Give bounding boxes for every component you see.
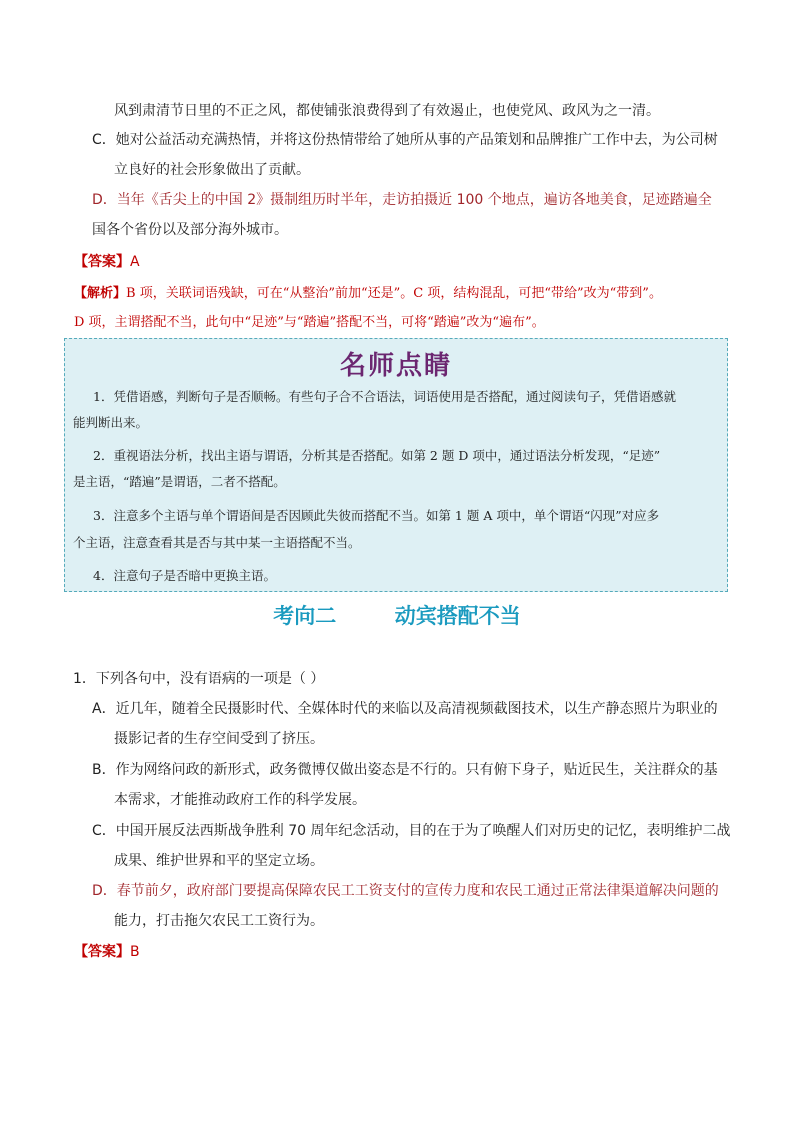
tip-line: 4．注意句子是否暗中更换主语。 bbox=[93, 568, 276, 583]
option-c-line-2: 立良好的社会形象做出了贡献。 bbox=[114, 162, 310, 178]
answer-label: 【答案】 bbox=[74, 254, 130, 270]
answer-row bbox=[74, 252, 140, 272]
answer-value: B bbox=[130, 944, 140, 960]
option-b-continuation: 风到肃清节日里的不正之风，都使铺张浪费得到了有效遏止，也使党风、政风为之一清。 bbox=[114, 103, 660, 119]
tip-line: 个主语，注意查看其是否与其中某一主语搭配不当。 bbox=[73, 535, 361, 550]
option-b-line-2: 本需求，才能推动政府工作的科学发展。 bbox=[114, 792, 366, 808]
tips-title: 名师点睛 bbox=[339, 351, 452, 381]
analysis-text-1: B 项，关联词语残缺，可在“从整治”前加“还是”。C 项，结构混乱，可把“带给”改为“带到”。 bbox=[126, 286, 662, 301]
tips-box bbox=[64, 338, 728, 592]
analysis-line-2: D 项，主谓搭配不当，此句中“足迹”与“踏遍”搭配不当，可将“踏遍”改为“遍布”。 bbox=[74, 315, 545, 330]
option-c-line-1: C．中国开展反法西斯战争胜利 70 周年纪念活动，目的在于为了唤醒人们对历史的记忆，表明维护二战 bbox=[92, 823, 731, 839]
answer-label: 【答案】 bbox=[74, 944, 130, 960]
option-a-line-1: A．近几年，随着全民摄影时代、全媒体时代的来临以及高清视频截图技术，以生产静态照片为职业的 bbox=[92, 701, 718, 717]
option-c-line-1: C．她对公益活动充满热情，并将这份热情带给了她所从事的产品策划和品牌推广工作中去，为公司树 bbox=[92, 132, 718, 148]
option-a-line-2: 摄影记者的生存空间受到了挤压。 bbox=[114, 731, 324, 747]
analysis-line-1 bbox=[74, 284, 662, 304]
section-title: 考向二 动宾搭配不当 bbox=[273, 604, 521, 628]
option-d-line-1: D．当年《舌尖上的中国 2》摄制组历时半年，走访拍摄近 100 个地点，遍访各地美食，足迹踏遍全 bbox=[92, 192, 712, 208]
question-answer-row bbox=[74, 942, 140, 962]
analysis-label: 【解析】 bbox=[74, 286, 127, 301]
option-b-line-1: B．作为网络问政的新形式，政务微博仅做出姿态是不行的。只有俯下身子，贴近民生，关注群众的基 bbox=[92, 762, 718, 778]
tip-line: 1．凭借语感，判断句子是否顺畅。有些句子合不合语法，词语使用是否搭配，通过阅读句子，凭借语感就 bbox=[93, 389, 676, 404]
option-d-line-1: D．春节前夕，政府部门要提高保障农民工工资支付的宣传力度和农民工通过正常法律渠道解决问题的 bbox=[92, 883, 719, 899]
tip-line: 2．重视语法分析，找出主语与谓语，分析其是否搭配。如第 2 题 D 项中，通过语法分析发现，“足迹” bbox=[93, 448, 661, 463]
option-d-line-2: 国各个省份以及部分海外城市。 bbox=[92, 222, 288, 238]
tip-line: 是主语，“踏遍”是谓语，二者不搭配。 bbox=[73, 474, 286, 489]
tip-line: 能判断出来。 bbox=[73, 415, 149, 430]
option-d-line-2: 能力，打击拖欠农民工工资行为。 bbox=[114, 913, 324, 929]
option-c-line-2: 成果、维护世界和平的坚定立场。 bbox=[114, 853, 324, 869]
tip-line: 3．注意多个主语与单个谓语间是否因顾此失彼而搭配不当。如第 1 题 A 项中，单个谓语“闪现”对应多 bbox=[93, 508, 660, 523]
answer-value: A bbox=[130, 254, 140, 270]
question-stem: 1．下列各句中，没有语病的一项是（ ） bbox=[73, 671, 325, 687]
